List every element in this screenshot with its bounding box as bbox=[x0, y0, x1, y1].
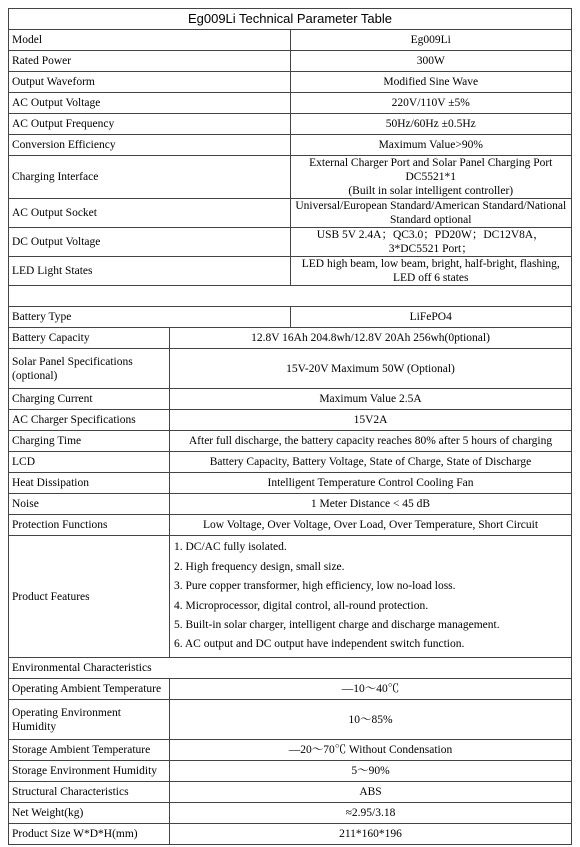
spec-table-bottom bbox=[8, 327, 572, 845]
row-value: 10～85% bbox=[170, 700, 572, 740]
row-value: Low Voltage, Over Voltage, Over Load, Over Temperature, Short Circuit bbox=[170, 515, 572, 536]
environment-header: Environmental Characteristics bbox=[9, 658, 572, 679]
table-row bbox=[9, 824, 572, 845]
table-row bbox=[9, 740, 572, 761]
table-row bbox=[9, 782, 572, 803]
row-label: Output Waveform bbox=[9, 72, 291, 93]
row-value: 1 Meter Distance < 45 dB bbox=[170, 494, 572, 515]
table-row bbox=[9, 803, 572, 824]
row-value: ≈2.95/3.18 bbox=[170, 803, 572, 824]
row-value: 211*160*196 bbox=[170, 824, 572, 845]
row-value: —10～40℃ bbox=[170, 679, 572, 700]
row-value: 15V-20V Maximum 50W (Optional) bbox=[170, 349, 572, 389]
table-row bbox=[9, 199, 572, 228]
list-item: 4. Microprocessor, digital control, all-round protection. bbox=[174, 599, 429, 612]
row-label: Noise bbox=[9, 494, 170, 515]
features-row bbox=[9, 536, 572, 658]
row-label: LED Light States bbox=[9, 257, 291, 286]
table-row bbox=[9, 307, 572, 328]
table-row bbox=[9, 51, 572, 72]
row-label: Product Size W*D*H(mm) bbox=[9, 824, 170, 845]
table-row bbox=[9, 494, 572, 515]
row-label: Structural Characteristics bbox=[9, 782, 170, 803]
blank-cell bbox=[9, 286, 572, 307]
row-label: Charging Interface bbox=[9, 156, 291, 199]
table-row bbox=[9, 228, 572, 257]
list-item: 3. Pure copper transformer, high efficiency, low no-load loss. bbox=[174, 580, 456, 593]
row-value-line: External Charger Port and Solar Panel Charging Port DC5521*1 bbox=[309, 157, 553, 183]
table-row bbox=[9, 349, 572, 389]
table-row bbox=[9, 431, 572, 452]
table-title: Eg009Li Technical Parameter Table bbox=[9, 9, 572, 30]
row-value: Intelligent Temperature Control Cooling Fan bbox=[170, 473, 572, 494]
table-row bbox=[9, 135, 572, 156]
table-row bbox=[9, 328, 572, 349]
row-label: Protection Functions bbox=[9, 515, 170, 536]
blank-row bbox=[9, 286, 572, 307]
table-row bbox=[9, 389, 572, 410]
row-value: ABS bbox=[170, 782, 572, 803]
table-row bbox=[9, 761, 572, 782]
row-label: Charging Time bbox=[9, 431, 170, 452]
row-label: Operating Ambient Temperature bbox=[9, 679, 170, 700]
row-value: USB 5V 2.4A；QC3.0；PD20W；DC12V8A，3*DC5521 Port； bbox=[290, 228, 572, 257]
table-row bbox=[9, 156, 572, 199]
row-label: AC Output Voltage bbox=[9, 93, 291, 114]
row-value bbox=[290, 156, 572, 199]
row-label: Battery Capacity bbox=[9, 328, 170, 349]
table-row bbox=[9, 700, 572, 740]
table-row bbox=[9, 679, 572, 700]
row-value: 15V2A bbox=[170, 410, 572, 431]
table-row bbox=[9, 452, 572, 473]
row-value-line: (Built in solar intelligent controller) bbox=[348, 185, 514, 197]
row-value: LED high beam, low beam, bright, half-bright, flashing, LED off 6 states bbox=[290, 257, 572, 286]
row-value: 50Hz/60Hz ±0.5Hz bbox=[290, 114, 572, 135]
table-row bbox=[9, 30, 572, 51]
table-row bbox=[9, 473, 572, 494]
row-label: AC Charger Specifications bbox=[9, 410, 170, 431]
row-label: Conversion Efficiency bbox=[9, 135, 291, 156]
table-row bbox=[9, 257, 572, 286]
row-value: Maximum Value 2.5A bbox=[170, 389, 572, 410]
row-value: Battery Capacity, Battery Voltage, State of Charge, State of Discharge bbox=[170, 452, 572, 473]
section-header-row bbox=[9, 658, 572, 679]
row-value: 12.8V 16Ah 204.8wh/12.8V 20Ah 256wh(0ptional) bbox=[170, 328, 572, 349]
row-value: LiFePO4 bbox=[290, 307, 572, 328]
list-item: 1. DC/AC fully isolated. bbox=[174, 541, 287, 554]
row-label: Solar Panel Specifications (optional) bbox=[9, 349, 170, 389]
table-row bbox=[9, 410, 572, 431]
table-row bbox=[9, 515, 572, 536]
row-value: 300W bbox=[290, 51, 572, 72]
table-row bbox=[9, 93, 572, 114]
table-row bbox=[9, 72, 572, 93]
row-label: Operating Environment Humidity bbox=[9, 700, 170, 740]
row-label: Rated Power bbox=[9, 51, 291, 72]
row-label: Product Features bbox=[9, 536, 170, 658]
list-item: 6. AC output and DC output have independent switch function. bbox=[174, 638, 465, 651]
row-value: 5～90% bbox=[170, 761, 572, 782]
row-value: Eg009Li bbox=[290, 30, 572, 51]
row-value: Modified Sine Wave bbox=[290, 72, 572, 93]
spec-table-top bbox=[8, 8, 572, 328]
row-label: Heat Dissipation bbox=[9, 473, 170, 494]
row-label: Charging Current bbox=[9, 389, 170, 410]
row-label: Storage Ambient Temperature bbox=[9, 740, 170, 761]
row-label: Model bbox=[9, 30, 291, 51]
row-value: After full discharge, the battery capacity reaches 80% after 5 hours of charging bbox=[170, 431, 572, 452]
features-list bbox=[170, 536, 572, 658]
row-label: LCD bbox=[9, 452, 170, 473]
row-label: Storage Environment Humidity bbox=[9, 761, 170, 782]
row-value: 220V/110V ±5% bbox=[290, 93, 572, 114]
row-label: Net Weight(kg) bbox=[9, 803, 170, 824]
row-label: DC Output Voltage bbox=[9, 228, 291, 257]
row-label: Battery Type bbox=[9, 307, 291, 328]
row-label: AC Output Frequency bbox=[9, 114, 291, 135]
table-row bbox=[9, 114, 572, 135]
list-item: 2. High frequency design, small size. bbox=[174, 560, 345, 573]
list-item: 5. Built-in solar charger, intelligent charge and discharge management. bbox=[174, 618, 500, 631]
row-value: Universal/European Standard/American Standard/National Standard optional bbox=[290, 199, 572, 228]
row-value: Maximum Value>90% bbox=[290, 135, 572, 156]
row-label: AC Output Socket bbox=[9, 199, 291, 228]
row-value: —20～70℃ Without Condensation bbox=[170, 740, 572, 761]
